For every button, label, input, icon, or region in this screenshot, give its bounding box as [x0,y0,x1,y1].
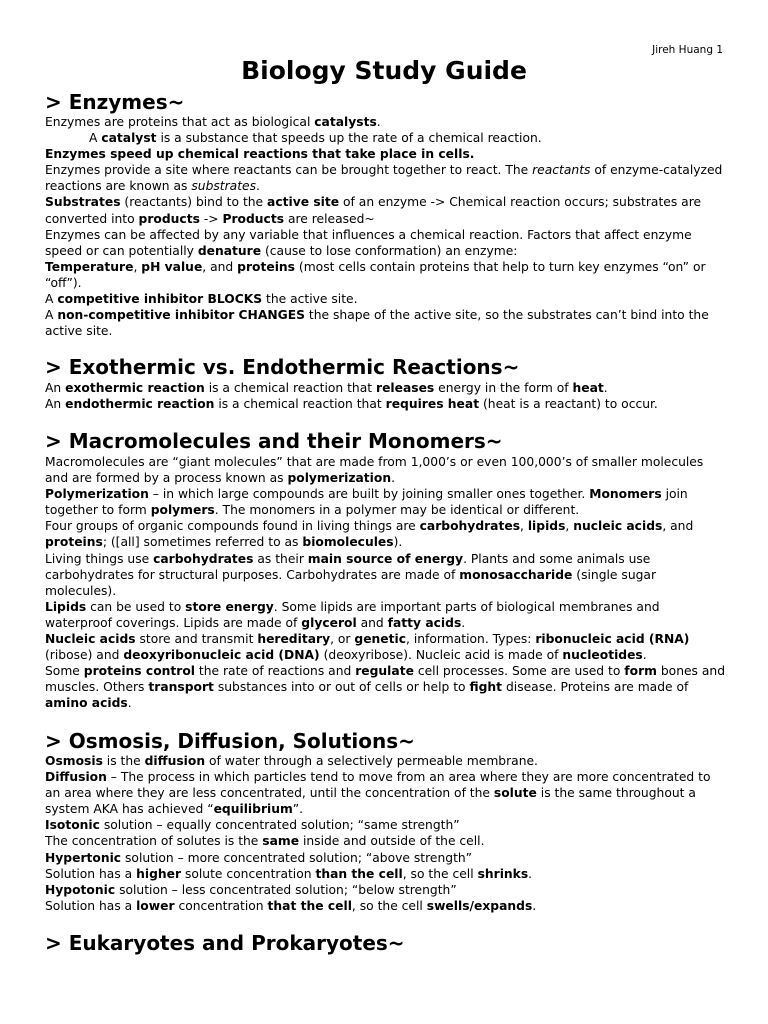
bold-term: biomolecules [302,535,394,550]
bold-term: swells/expands [426,898,533,913]
paragraph [45,631,727,663]
bold-term: carbohydrates [153,551,254,566]
paragraph [45,396,727,412]
bold-term: Temperature [45,259,134,274]
bold-term: exothermic reaction [65,381,205,395]
text-run: bones and muscles. Others [45,664,726,695]
bold-term: solute [493,786,537,801]
bold-term: form [624,664,657,679]
italic-term: reactants [532,163,591,178]
text-run: . [642,648,647,663]
bold-term: Hypertonic [45,850,122,865]
text-run: join together to form [45,487,688,518]
text-run: concentration [174,898,268,913]
bold-term: requires heat [385,397,480,412]
bold-term: fatty acids [387,615,462,630]
text-run: Enzymes can be affected by any variable that influences a chemical reaction. Factors that affect enzyme speed or can potentially [45,227,692,258]
text-run: An [45,397,66,412]
text-run: Enzymes provide a site where reactants can be brought together to react. The [45,163,533,178]
text-run: inside and outside of the cell. [299,834,485,849]
text-run: of water through a selectively permeable membrane. [205,754,538,768]
bold-term: endothermic reaction [65,397,215,412]
text-run: Some [45,664,84,679]
text-run: , or [330,632,355,647]
bold-term: monosaccharide [459,567,573,582]
bold-term: hereditary [257,632,331,647]
bold-term: proteins [45,535,103,550]
section-body-macromolecules [45,454,727,712]
bold-term: polymers [150,503,215,518]
text-run: A [89,131,102,146]
bold-term: Hypotonic [45,882,116,897]
text-run: , information. Types: [406,632,536,647]
section-heading-enzymes: > Enzymes~ [45,90,185,114]
bold-term: than the cell [315,866,403,881]
text-run: substances into or out of cells or help to [213,680,470,695]
paragraph [45,259,727,291]
text-run: the shape of the active site, so the substrates can’t bind into the active site. [45,308,709,339]
text-run: are released~ [284,211,375,226]
paragraph [45,291,727,307]
bold-term: Monomers [589,487,662,502]
text-run: , and [662,519,694,534]
text-run: is a chemical reaction that [204,381,376,395]
bold-term: store energy [185,599,274,614]
bold-term: glycerol [301,615,357,630]
text-run: (deoxyribose). Nucleic acid is made of [319,648,563,663]
paragraph [45,898,727,914]
section-body-enzymes [45,114,727,339]
bold-term: shrinks [477,866,529,881]
text-run: (cause to lose conformation) an enzyme: [261,243,518,258]
bold-term: releases [376,381,435,395]
bold-term: that the cell [267,898,352,913]
text-run: as their [253,551,308,566]
paragraph [45,454,727,486]
text-run: is the [102,754,145,768]
bold-term: heat [572,381,604,395]
paragraph [45,850,727,866]
bold-term: lower [136,898,175,913]
paragraph [45,194,727,226]
text-run: solution – equally concentrated solution; “same strength” [99,818,460,833]
bold-term: Osmosis [45,754,103,768]
paragraph [45,866,727,882]
bold-term: higher [136,866,182,881]
text-run: ; ([all] sometimes referred to as [102,535,303,550]
text-run: ”. [292,802,304,817]
text-run: . [127,696,132,711]
bold-term: amino acids [45,696,128,711]
text-run: Solution has a [45,866,137,881]
text-run: . [376,115,381,129]
bold-term: Isotonic [45,818,100,833]
bold-term: diffusion [144,754,206,768]
paragraph [45,114,727,130]
bold-term: competitive inhibitor BLOCKS [57,292,263,307]
text-run: The concentration of solutes is the [45,834,263,849]
bold-term: catalyst [101,131,157,146]
bold-term: carbohydrates [419,519,521,534]
text-run: . [528,866,533,881]
paragraph [45,146,727,162]
text-run: solute concentration [181,866,316,881]
text-run: of an enzyme -> Chemical reaction occurs; substrates are converted into [45,195,702,226]
text-run: , [565,519,574,534]
bold-term: nucleic acids [573,519,663,534]
text-run: Living things use [45,551,154,566]
text-run: , [520,519,528,534]
text-run: . [532,898,537,913]
bold-term: nucleotides [562,648,643,663]
bold-term: ribonucleic acid (RNA) [535,632,690,647]
text-run: disease. Proteins are made of [502,680,689,695]
section-body-reactions [45,380,727,412]
bold-term: main source of energy [307,551,464,566]
bold-term: polymerization [287,471,392,486]
text-run: Four groups of organic compounds found in living things are [45,519,420,534]
text-run: is the same throughout a system AKA has achieved “ [45,786,696,817]
text-run: , and [202,259,238,274]
bold-term: Lipids [45,599,87,614]
section-heading-eukaryotes: > Eukaryotes and Prokaryotes~ [45,931,405,955]
paragraph [45,307,727,339]
bold-term: Enzymes speed up chemical reactions that take place in cells. [45,147,475,162]
bold-term: equilibrium [213,802,293,817]
bold-term: Nucleic acids [45,632,136,647]
bold-term: denature [197,243,262,258]
bold-term: non-competitive inhibitor CHANGES [57,308,306,323]
paragraph [45,882,727,898]
text-run: ). [393,535,403,550]
text-run: Macromolecules are “giant molecules” that are made from 1,000’s or even 100,000’s of smaller molecules and are formed by a process known as [45,455,704,486]
bold-term: genetic [354,632,407,647]
paragraph [45,227,727,259]
bold-term: products [138,211,200,226]
paragraph [45,663,727,711]
bold-term: deoxyribonucleic acid (DNA) [123,648,320,663]
text-run: An [45,381,66,395]
text-run: , [133,259,142,274]
text-run: A [45,308,58,323]
paragraph [45,551,727,599]
text-run: – in which large compounds are built by joining smaller ones together. [148,487,590,502]
text-run: , so the cell [351,898,427,913]
text-run: is a chemical reaction that [214,397,386,412]
text-run: (single sugar molecules). [45,567,657,598]
text-run: the active site. [262,292,358,307]
paragraph [45,486,727,518]
section-body-osmosis [45,753,727,914]
paragraph [45,518,727,550]
text-run: store and transmit [135,632,258,647]
text-run: . The monomers in a polymer may be identical or different. [214,503,580,518]
bold-term: catalysts [314,115,377,129]
bold-term: pH value [141,259,203,274]
bold-term: fight [469,680,503,695]
author-page-header: Jireh Huang 1 [652,44,723,56]
text-run: (most cells contain proteins that help to turn key enzymes “on” or “off”). [45,259,706,290]
italic-term: substrates [191,179,256,194]
paragraph [45,599,727,631]
bold-term: Diffusion [45,770,107,785]
text-run: (ribose) and [45,648,124,663]
text-run: . Plants and some animals use carbohydrates for structural purposes. Carbohydrates are made of [45,551,651,582]
paragraph [45,769,727,817]
text-run: the rate of reactions and [195,664,356,679]
bold-term: proteins [237,259,295,274]
text-run: , so the cell [402,866,478,881]
text-run: -> [199,211,223,226]
text-run: . [461,615,466,630]
text-run: energy in the form of [434,381,573,395]
text-run: solution – more concentrated solution; “above strength” [121,850,473,865]
paragraph [45,162,727,194]
text-run: can be used to [86,599,186,614]
text-run: . [603,381,608,395]
bold-term: Substrates [45,195,121,210]
text-run: solution – less concentrated solution; “below strength” [115,882,457,897]
bold-term: lipids [527,519,566,534]
bold-term: regulate [355,664,414,679]
text-run: Enzymes are proteins that act as biological [45,115,315,129]
bold-term: Polymerization [45,487,149,502]
paragraph [45,753,727,769]
paragraph [45,817,727,833]
text-run: and [356,615,388,630]
bold-term: active site [267,195,340,210]
paragraph [45,380,727,396]
text-run: A [45,292,58,307]
text-run: (reactants) bind to the [120,195,268,210]
bold-term: same [262,834,300,849]
text-run: is a substance that speeds up the rate of a chemical reaction. [156,131,542,146]
page-title: Biology Study Guide [241,56,527,85]
text-run: of enzyme-catalyzed reactions are known as [45,163,723,194]
section-heading-reactions: > Exothermic vs. Endothermic Reactions~ [45,355,520,379]
text-run: . Some lipids are important parts of biological membranes and waterproof coverings. Lipids are made of [45,599,660,630]
section-heading-osmosis: > Osmosis, Diffusion, Solutions~ [45,729,415,753]
paragraph [45,833,727,849]
bold-term: Products [222,211,285,226]
bold-term: transport [148,680,214,695]
bold-term: proteins control [83,664,195,679]
text-run: (heat is a reactant) to occur. [479,397,658,412]
section-heading-macromolecules: > Macromolecules and their Monomers~ [45,429,503,453]
text-run: . [391,471,396,486]
text-run: Solution has a [45,898,137,913]
paragraph [45,130,727,146]
text-run: . [256,179,260,194]
text-run: cell processes. Some are used to [413,664,625,679]
text-run: – The process in which particles tend to move from an area where they are more concentrated to an area where they are less concentrated, until the concentration of the [45,770,711,801]
